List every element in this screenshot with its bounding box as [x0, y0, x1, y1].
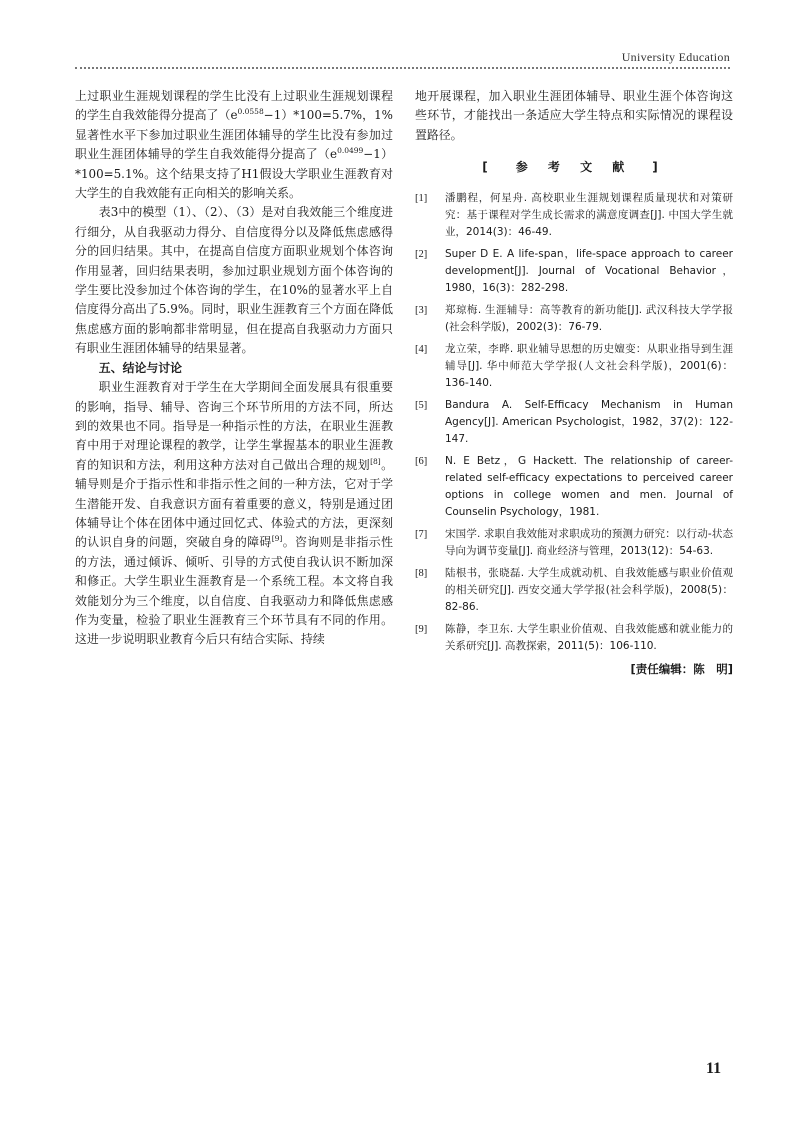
reference-item	[415, 526, 733, 560]
reference-item	[415, 246, 733, 297]
reference-list	[415, 190, 733, 655]
reference-item	[415, 621, 733, 655]
reference-text: 郑琼梅. 生涯辅导：高等教育的新功能[J]. 武汉科技大学学报(社会科学版)，2002(3)：76-79.	[445, 303, 733, 333]
right-column	[415, 87, 733, 679]
reference-item	[415, 453, 733, 521]
reference-number: [5]	[415, 399, 428, 411]
page-number: 11	[706, 1060, 722, 1077]
reference-text: 陆根书，张晓磊. 大学生成就动机、自我效能感与职业价值观的相关研究[J]. 西安交通大学学报(社会科学版)，2008(5)：82-86.	[445, 566, 733, 613]
reference-text: 宋国学. 求职自我效能对求职成功的预测力研究：以行动-状态导向为调节变量[J]. 商业经济与管理，2013(12)：54-63.	[445, 527, 733, 557]
reference-number: [8]	[415, 567, 428, 579]
reference-number: [6]	[415, 455, 428, 467]
reference-text: 龙立荣，李晔. 职业辅导思想的历史嬗变：从职业指导到生涯辅导[J]. 华中师范大学学报(人文社会科学版)，2001(6)：136-140.	[445, 342, 733, 389]
reference-item	[415, 397, 733, 448]
responsible-editor: [责任编辑：陈 明]	[630, 661, 733, 676]
paragraph-results-1: 上过职业生涯规划课程的学生比没有上过职业生涯规划课程的学生自我效能得分提高了$(e^{0.0558}-1)*100=5.7\%$，1%显著性水平下参加过职业生涯团体辅导的学生比没有参加过职业生涯团体辅导的学生自我效能得分提高了$(e^{0.0499}-1)*100=5.1\%$。这个结果支持了H1假设大学职业生涯教育对大学生的自我效能有正向相关的影响关系。	[75, 89, 394, 201]
reference-text: Bandura A. Self-Efficacy Mechanism in Human Agency[J]. American Psychologist，1982，37(2)：122-147.	[445, 398, 733, 445]
reference-item	[415, 302, 733, 336]
reference-text: N. E Betz，G Hackett. The relationship of career-related self-efficacy expectations to perceived career options in college women and men. Journal of Counselin Psychology，1981.	[445, 454, 733, 518]
dotted-rule	[75, 67, 730, 69]
reference-number: [7]	[415, 528, 428, 540]
reference-text: 陈静，李卫东. 大学生职业价值观、自我效能感和就业能力的关系研究[J]. 高教探索，2011(5)：106-110.	[445, 622, 733, 652]
reference-number: [1]	[415, 192, 428, 204]
reference-text: 潘鹏程，何星舟. 高校职业生涯规划课程质量现状和对策研究：基于课程对学生成长需求的满意度调查[J]. 中国大学生就业，2014(3)：46-49.	[445, 191, 733, 238]
reference-number: [2]	[415, 248, 428, 260]
paragraph-continued: 地开展课程，加入职业生涯团体辅导、职业生涯个体咨询这些环节，才能找出一条适应大学生特点和实际情况的课程设置路径。	[415, 89, 733, 142]
paragraph-conclusion: 职业生涯教育对于学生在大学期间全面发展具有很重要的影响，指导、辅导、咨询三个环节所用的方法不同，所达到的效果也不同。指导是一种指示性的方法，在职业生涯教育中用于对理论课程的教学，让学生掌握基本的职业生涯教育的知识和方法，利用这种方法对自己做出合理的规划[8]。辅导则是介于指示性和非指示性之间的一种方法，它对于学生潜能开发、自我意识方面有着重要的意义，特别是通过团体辅导让个体在团体中通过回忆式、体验式的方法，更深刻的认识自身的问题，突破自身的障碍[9]。咨询则是非指示性的方法，通过倾诉、倾听、引导的方式使自我认识不断加深和修正。大学生职业生涯教育是一个系统工程。本文将自我效能划分为三个维度，以自信度、自我驱动力和降低焦虑感作为变量，检验了职业生涯教育三个环节具有不同的作用。这进一步说明职业教育今后只有结合实际、持续	[75, 380, 393, 647]
reference-item	[415, 190, 733, 241]
reference-number: [9]	[415, 623, 428, 635]
section-heading-conclusion: 五、结论与讨论	[98, 360, 183, 375]
paragraph-results-2: 表3中的模型（1）、（2）、（3）是对自我效能三个维度进行细分，从自我驱动力得分、自信度得分以及降低焦虑感得分的回归结果。其中，在提高自信度方面职业规划个体咨询作用显著，回归结果表明，参加过职业规划方面个体咨询的学生要比没参加过个体咨询的学生，在10%的显著水平上自信度得分高出了5.9%。同时，职业生涯教育三个方面在降低焦虑感方面的影响都非常明显，但在提高自我驱动力方面只有职业生涯团体辅导的结果显著。	[75, 205, 393, 356]
running-header	[75, 50, 730, 70]
journal-name: University Education	[621, 50, 730, 64]
reference-text: Super D E. A life-span，life-space approach to career development[J]. Journal of Vocational Behavior，1980，16(3)：282-298.	[445, 247, 733, 294]
left-column	[75, 87, 393, 650]
reference-number: [3]	[415, 304, 428, 316]
reference-number: [4]	[415, 343, 428, 355]
references-heading: [ 参 考 文 献 ]	[482, 160, 666, 175]
reference-item	[415, 565, 733, 616]
reference-item	[415, 341, 733, 392]
